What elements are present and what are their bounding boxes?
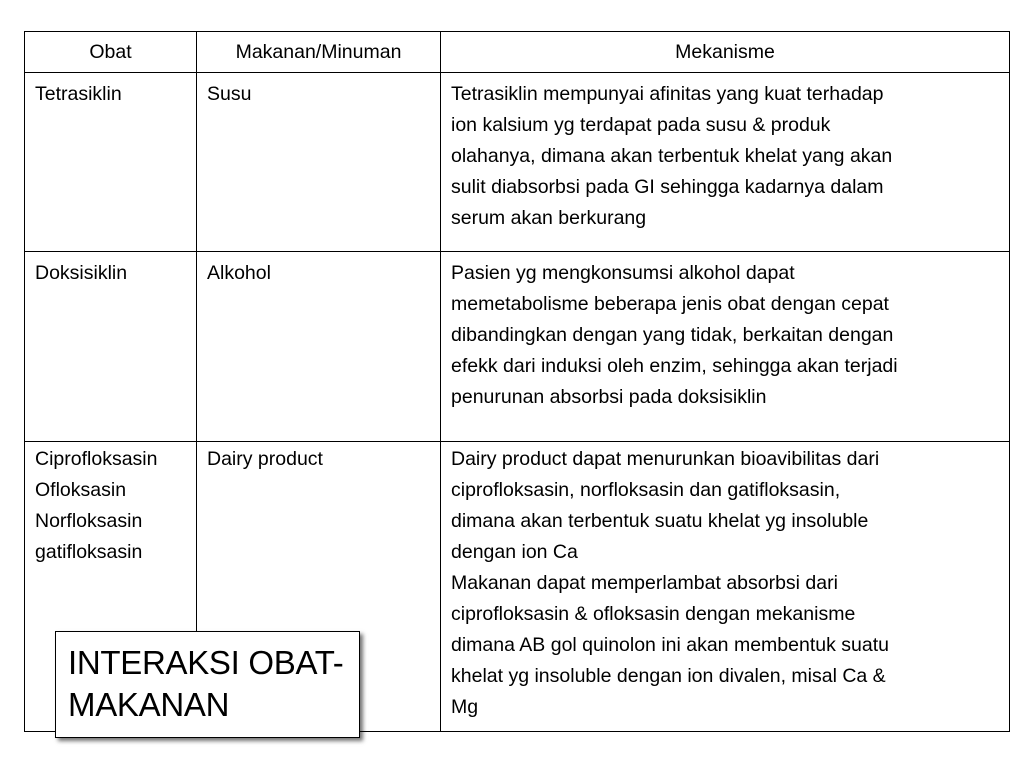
cell-mekanisme: Pasien yg mengkonsumsi alkohol dapat memetabolisme beberapa jenis obat dengan cepat dibandingkan dengan yang tidak, berkaitan dengan efekk dari induksi oleh enzim, sehingga akan terjadi penurunan absorbsi pada doksisiklin	[441, 252, 1010, 442]
slide-title-box	[55, 631, 360, 738]
cell-mekanisme: Dairy product dapat menurunkan bioavibilitas dari ciprofloksasin, norfloksasin dan gatifloksasin, dimana akan terbentuk suatu khelat yg insoluble dengan ion Ca Makanan dapat memperlambat absorbsi dari ciprofloksasin & ofloksasin dengan mekanisme dimana AB gol quinolon ini akan membentuk suatu khelat yg insoluble dengan ion divalen, misal Ca & Mg	[441, 442, 1010, 732]
table-header-row	[25, 32, 1010, 73]
slide-title: INTERAKSI OBAT- MAKANAN	[68, 644, 344, 723]
header-mekanisme: Mekanisme	[441, 32, 1010, 73]
table-row	[25, 252, 1010, 442]
cell-obat: Doksisiklin	[25, 252, 197, 442]
table-row	[25, 73, 1010, 252]
cell-makanan: Alkohol	[197, 252, 441, 442]
cell-obat: Ciprofloksasin Ofloksasin Norfloksasin gatifloksasin	[25, 442, 197, 732]
cell-obat: Tetrasiklin	[25, 73, 197, 252]
header-makanan-minuman: Makanan/Minuman	[197, 32, 441, 73]
cell-makanan: Dairy product	[197, 442, 441, 732]
interaction-table	[24, 31, 1010, 732]
header-obat: Obat	[25, 32, 197, 73]
cell-makanan: Susu	[197, 73, 441, 252]
cell-mekanisme: Tetrasiklin mempunyai afinitas yang kuat terhadap ion kalsium yg terdapat pada susu & produk olahanya, dimana akan terbentuk khelat yang akan sulit diabsorbsi pada GI sehingga kadarnya dalam serum akan berkurang	[441, 73, 1010, 252]
